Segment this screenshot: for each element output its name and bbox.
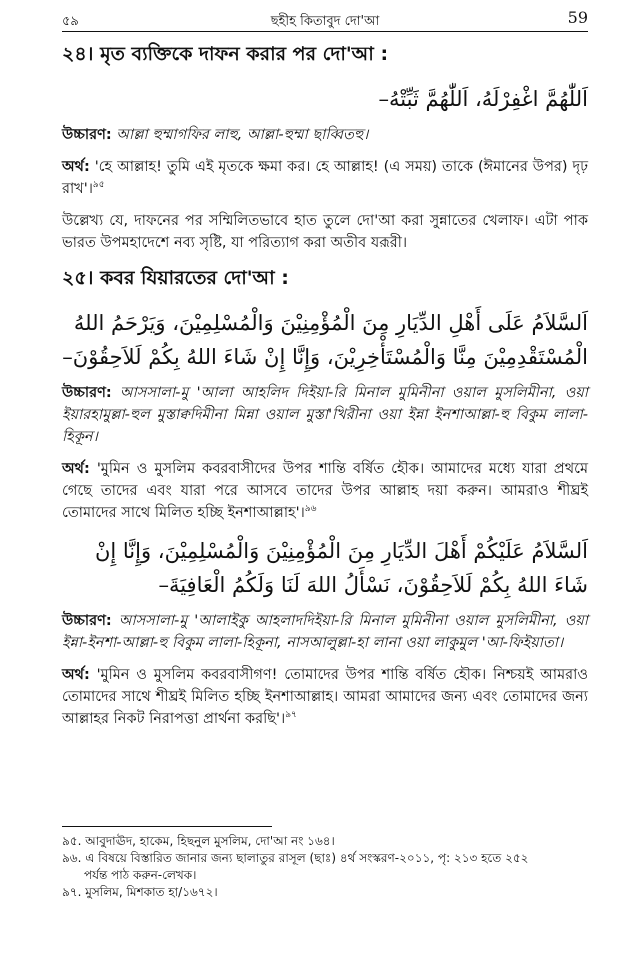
meaning-text: 'মুমিন ও মুসলিম কবরবাসীগণ! তোমাদের উপর শান্তি বর্ষিত হৌক। নিশ্চয়ই আমরাও তোমাদের সাথে শীঘ্রই মিলিত হচ্ছি ইনশাআল্লাহ। আমরা আমাদের জন্য এবং তোমাদের জন্য আল্লাহর নিকট নিরাপত্তা প্রার্থনা করছি'।	[62, 667, 589, 727]
pronunciation-text: আসসালা-মু 'আলাইকু আহলাদদিইয়া-রি মিনাল মুমিনীনা ওয়াল মুসলিমীনা, ওয়া ইন্না-ইনশা-আল্লা-হু বিকুম লালা-হিকূনা, নাসআলুল্লা-হা লানা ওয়া লাকুমুল 'আ-ফিইয়াতা।	[62, 613, 589, 651]
footnote-ref: ৯৬	[304, 504, 317, 515]
footnotes	[62, 826, 588, 901]
pronunciation-paragraph	[62, 124, 588, 146]
meaning-label: অর্থ:	[62, 667, 90, 683]
footnote-ref: ৯৫	[92, 180, 105, 191]
footnote-ref: ৯৭	[285, 710, 297, 721]
meaning-label: অর্থ:	[62, 159, 90, 175]
footnote-96: ৯৬. এ বিষয়ে বিস্তারিত জানার জন্য ছালাতুর রাসূল (ছাঃ) ৪র্থ সংস্করণ-২০১১, পৃ: ২১৩ হতে ২৫২	[62, 851, 529, 865]
pronunciation-text: আল্লা হুম্মাগফির লাহু, আল্লা-হুম্মা ছাব্বিতহু।	[116, 127, 369, 143]
page-number-latin: 59	[567, 8, 588, 27]
meaning-paragraph	[62, 458, 588, 524]
pronunciation-label: উচ্চারণ:	[62, 385, 112, 401]
meaning-paragraph	[62, 664, 588, 730]
page-number-bengali: ৫৯	[62, 14, 79, 29]
pronunciation-paragraph	[62, 382, 588, 448]
arabic-dua-burial: اَللّٰهُمَّ اغْفِرْلَهُ، اَللّٰهُمَّ ثَبِّتْهُ–	[378, 87, 588, 111]
meaning-text: 'হে আল্লাহ! তুমি এই মৃতকে ক্ষমা কর। হে আল্লাহ! (এ সময়) তাকে (ঈমানের উপর) দৃঢ় রাখ'।	[62, 159, 588, 197]
section-24	[62, 40, 588, 254]
meaning-text: 'মুমিন ও মুসলিম কবরবাসীদের উপর শান্তি বর্ষিত হৌক। আমাদের মধ্যে যারা প্রথমে গেছে তাদের এবং যারা পরে আসবে তাদের উপর আল্লাহ দয়া করুন। আমরাও শীঘ্রই তোমাদের সাথে মিলিত হচ্ছি ইনশাআল্লাহ'।	[62, 461, 589, 521]
header-rule	[62, 31, 588, 32]
meaning-paragraph	[62, 156, 588, 200]
arabic-dua-grave-visit-2: اَلسَّلاَمُ عَلَيْكُمْ أَهْلَ الدِّيَارِ مِنَ الْمُؤْمِنِيْنَ وَالْمُسْلِمِيْنَ، وَإِنَّا إِنْ شَاءَ اللهُ بِكُمْ لَلاَحِقُوْنَ، نَسْأَلُ اللهَ لَنَا وَلَكُمُ الْعَافِيَةَ–	[94, 539, 588, 597]
meaning-label: অর্থ:	[62, 461, 90, 477]
section-25	[62, 264, 588, 730]
section-25-title: ২৫। কবর যিয়ারতের দো'আ :	[62, 267, 289, 289]
pronunciation-label: উচ্চারণ:	[62, 127, 112, 143]
footnote-97: ৯৭. মুসলিম, মিশকাত হা/১৬৭২।	[62, 885, 218, 899]
running-header	[62, 8, 588, 30]
page-body	[62, 40, 588, 740]
pronunciation-paragraph	[62, 610, 588, 654]
footnote-rule	[62, 826, 272, 827]
pronunciation-text: আসসালা-মু 'আলা আহলিদ দিইয়া-রি মিনাল মুমিনীনা ওয়াল মুসলিমীনা, ওয়া ইয়ারহামুল্লা-হুল মুস্তাক্বদিমীনা মিন্না ওয়াল মুস্তা'খিরীনা ওয়া ইন্না ইনশাআল্লা-হু বিকুম লালা-হিকূন।	[62, 385, 589, 445]
note-paragraph: উল্লেখ্য যে, দাফনের পর সম্মিলিতভাবে হাত তুলে দো'আ করা সুন্নাতের খেলাফ। এটা পাক ভারত উপমহাদেশে নব্য সৃষ্টি, যা পরিত্যাগ করা অতীব যরূরী।	[62, 213, 588, 251]
book-title: ছহীহ কিতাবুদ দো'আ	[270, 14, 380, 29]
footnote-96-continued: পর্যন্ত পাঠ করুন-লেখক।	[84, 868, 197, 882]
arabic-dua-grave-visit-1: اَلسَّلاَمُ عَلَى أَهْلِ الدِّيَارِ مِنَ الْمُؤْمِنِيْنَ وَالْمُسْلِمِيْنَ، وَيَرْحَمُ اللهُ الْمُسْتَقْدِمِيْنَ مِنَّا وَالْمُسْتَأْخِرِيْنَ، وَإِنَّا إِنْ شَاءَ اللهُ بِكُمْ لَلاَحِقُوْنَ–	[62, 311, 588, 369]
section-24-title: ২৪। মৃত ব্যক্তিকে দাফন করার পর দো'আ :	[62, 43, 389, 65]
pronunciation-label: উচ্চারণ:	[62, 613, 112, 629]
footnote-95: ৯৫. আবুদাঊদ, হাকেম, হিছনুল মুসলিম, দো'আ নং ১৬৪।	[62, 834, 335, 848]
